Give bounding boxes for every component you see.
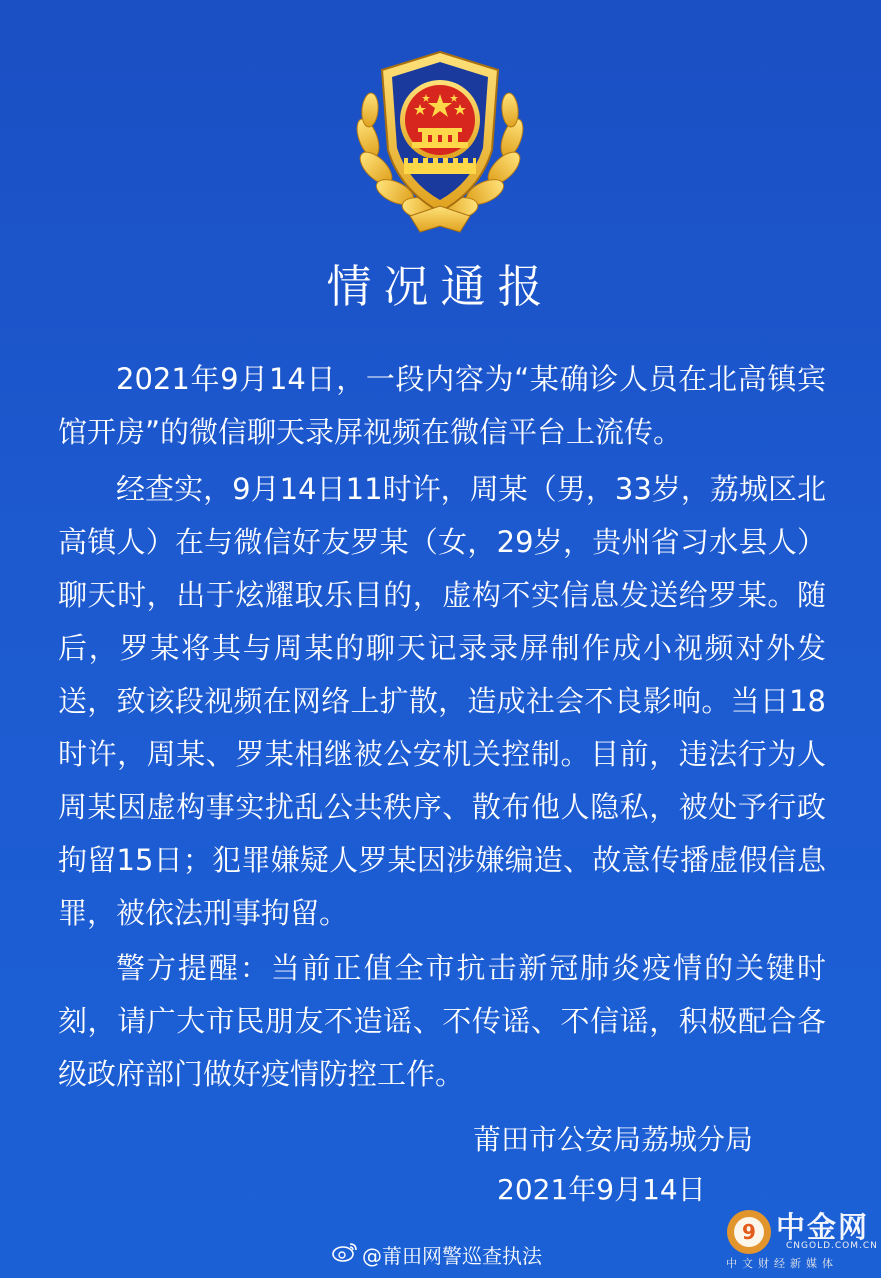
weibo-icon bbox=[332, 1241, 362, 1268]
watermark-tagline: 中文财经新媒体 bbox=[726, 1257, 838, 1270]
paragraph-2: 经查实，9月14日11时许，周某（男，33岁，荔城区北高镇人）在与微信好友罗某（女，29岁，贵州省习水县人）聊天时，出于炫耀取乐目的，虚构不实信息发送给罗某。随后，罗某将其与周某的聊天记录录屏制作成小视频对外发送，致该段视频在网络上扩散，造成社会不良影响。当日18时许，周某、罗某相继被公安机关控制。目前，违法行为人周某因虚构事实扰乱公共秩序、散布他人隐私，被处予行政拘留15日；犯罪嫌疑人罗某因涉嫌编造、故意传播虚假信息罪，被依法刑事拘留。 bbox=[58, 472, 826, 930]
weibo-handle: @莆田网警巡查执法 bbox=[362, 1243, 542, 1268]
signature-org: 莆田市公安局荔城分局 bbox=[473, 1123, 754, 1156]
watermark-domain: CNGOLD.COM.CN bbox=[786, 1241, 878, 1251]
signature-date: 2021年9月14日 bbox=[497, 1173, 706, 1206]
weibo-credit bbox=[332, 1238, 542, 1270]
notice-body bbox=[58, 353, 826, 1101]
police-badge-icon bbox=[340, 40, 540, 240]
page-title: 情况通报 bbox=[326, 260, 555, 313]
watermark-logo bbox=[720, 1205, 878, 1275]
paragraph-1: 2021年9月14日，一段内容为“某确诊人员在北高镇宾馆开房”的微信聊天录屏视频在微信平台上流传。 bbox=[58, 362, 826, 449]
paragraph-3: 警方提醒：当前正值全市抗击新冠肺炎疫情的关键时刻，请广大市民朋友不造谣、不传谣、不信谣，积极配合各级政府部门做好疫情防控工作。 bbox=[58, 951, 826, 1091]
watermark-name: 中金网 bbox=[776, 1210, 870, 1244]
svg-text:9: 9 bbox=[742, 1220, 756, 1244]
